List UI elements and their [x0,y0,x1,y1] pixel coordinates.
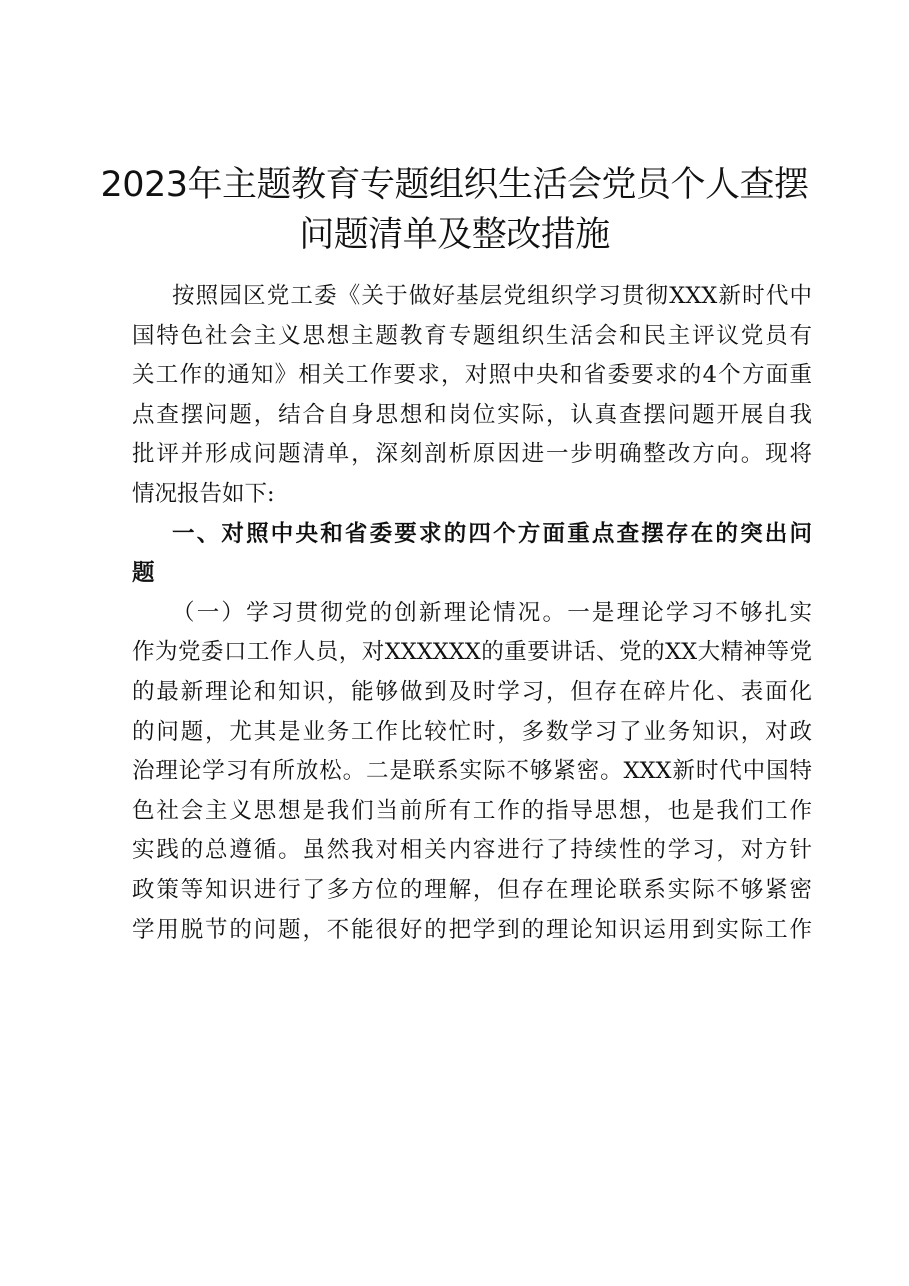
heading-line: 题 [132,560,155,587]
text-line: 的问题，尤其是业务工作比较忙时，多数学习了业务知识，对政 [132,718,812,745]
text-line: （一）学习贯彻党的创新理论情况。一是理论学习不够扎实 [172,599,812,626]
text-line: 的最新理论和知识，能够做到及时学习，但存在碎片化、表面化 [132,678,812,705]
text-line: 学用脱节的问题，不能很好的把学到的理论知识运用到实际工作 [132,916,812,943]
text-line: 政策等知识进行了多方位的理解，但存在理论联系实际不够紧密 [132,876,812,903]
text-line: 作为党委口工作人员，对XXXXXX的重要讲话、党的XX大精神等党 [132,639,812,666]
section-paragraph [132,594,812,950]
document-title [60,160,849,260]
intro-paragraph [132,277,812,515]
text-line: 按照园区党工委《关于做好基层党组织学习贯彻XXX新时代中 [172,283,812,309]
text-line: 色社会主义思想是我们当前所有工作的指导思想，也是我们工作 [132,797,812,824]
title-line-1: 2023年主题教育专题组织生活会党员个人查摆 [100,165,809,205]
text-line: 实践的总遵循。虽然我对相关内容进行了持续性的学习，对方针 [132,837,812,864]
title-line-2: 问题清单及整改措施 [299,215,610,255]
text-line: 情况报告如下: [132,480,275,507]
document-body [132,277,812,950]
text-line: 治理论学习有所放松。二是联系实际不够紧密。XXX新时代中国特 [132,758,812,785]
text-line: 国特色社会主义思想主题教育专题组织生活会和民主评议党员有 [132,322,812,349]
text-line: 批评并形成问题清单，深刻剖析原因进一步明确整改方向。现将 [132,441,812,468]
text-line: 关工作的通知》相关工作要求，对照中央和省委要求的4个方面重 [132,362,812,389]
section-heading [132,515,812,594]
heading-line: 一、对照中央和省委要求的四个方面重点查摆存在的突出问 [172,520,812,547]
text-line: 点查摆问题，结合自身思想和岗位实际，认真查摆问题开展自我 [132,401,812,428]
